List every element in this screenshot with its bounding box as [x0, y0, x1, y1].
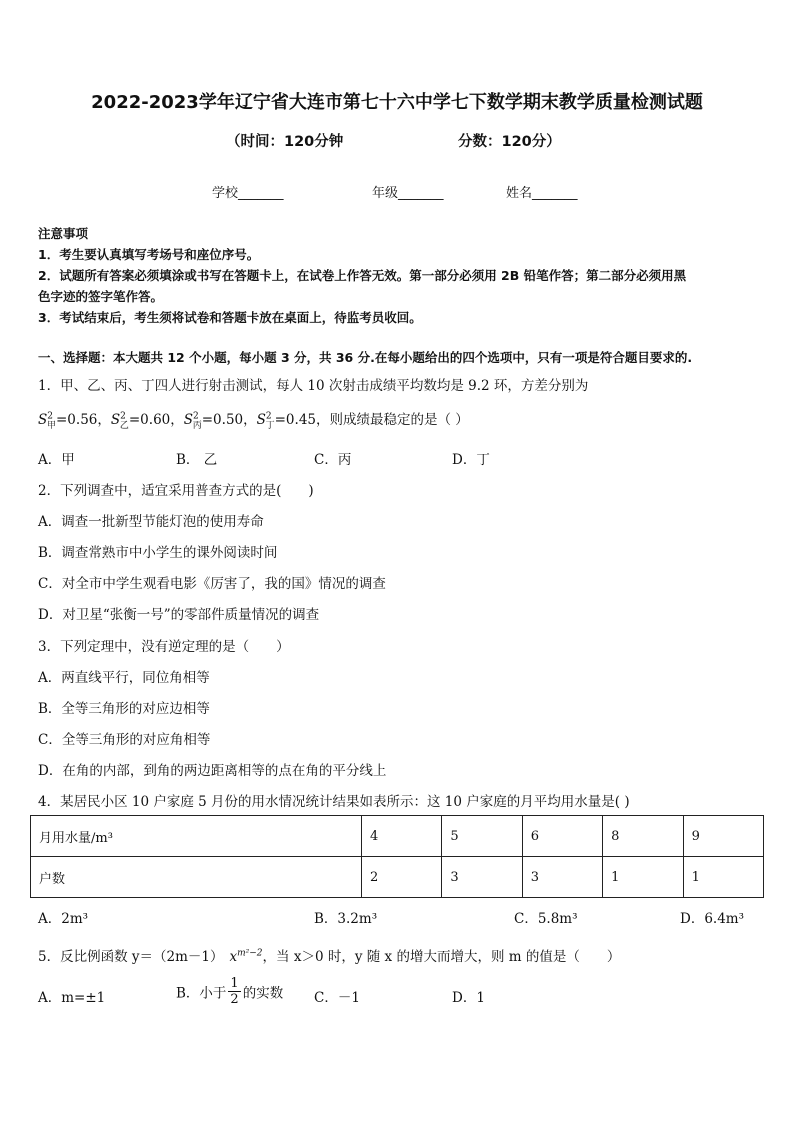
q3-option-a: A．两直线平行，同位角相等: [38, 670, 210, 686]
school-field: 学校_______: [212, 186, 284, 201]
notes-item: 1．考生要认真填写考场号和座位序号。: [38, 247, 260, 262]
table-cell: 3: [522, 857, 602, 898]
q1-option-c: C．丙: [314, 452, 352, 468]
table-row: [31, 857, 764, 898]
notes-item: 色字迹的签字笔作答。: [38, 289, 164, 304]
q1-option-d: D．丁: [452, 452, 490, 468]
q3-option-b: B．全等三角形的对应边相等: [38, 701, 210, 717]
table-cell: 8: [603, 816, 683, 857]
table-cell: 6: [522, 816, 602, 857]
q3-option-c: C．全等三角形的对应角相等: [38, 732, 211, 748]
notes-item: 2．试题所有答案必须填涂或书写在答题卡上，在试卷上作答无效。第一部分必须用 2B 铅笔作答；第二部分必须用黑: [38, 268, 687, 283]
section-heading: 一、选择题：本大题共 12 个小题，每小题 3 分，共 36 分.在每小题给出的四个选项中，只有一项是符合题目要求的.: [38, 350, 693, 365]
name-field: 姓名_______: [506, 186, 578, 201]
notes-heading: 注意事项: [38, 226, 89, 241]
q5-option-b: B．小于 $\frac{1}{2}$ 的实数: [176, 976, 284, 1007]
table-cell: 月用水量/m³: [31, 816, 362, 857]
grade-field: 年级_______: [372, 186, 444, 201]
table-cell: 户数: [31, 857, 362, 898]
q4-option-a: A．2m³: [38, 911, 89, 927]
q5-option-a: A．m=±1: [38, 990, 106, 1006]
exam-score: 分数：120分）: [458, 134, 561, 150]
table-cell: 4: [362, 816, 442, 857]
table-row: [31, 816, 764, 857]
notes-item: 3．考试结束后，考生须将试卷和答题卡放在桌面上，待监考员收回。: [38, 310, 422, 325]
q5-option-c: C．－1: [314, 990, 360, 1006]
fraction-one-half: $\frac{1}{2}$: [230, 976, 239, 1007]
q4-option-d: D．6.4m³: [680, 911, 745, 927]
exam-title: 2022-2023学年辽宁省大连市第七十六中学七下数学期末教学质量检测试题: [91, 92, 703, 113]
table-cell: 1: [603, 857, 683, 898]
q2-option-c: C．对全市中学生观看电影《厉害了，我的国》情况的调查: [38, 576, 386, 592]
q4-stem: 4．某居民小区 10 户家庭 5 月份的用水情况统计结果如表所示：这 10 户家庭的月平均用水量是( ): [38, 794, 630, 810]
q2-stem: 2．下列调查中，适宜采用普查方式的是( ): [38, 483, 314, 499]
table-cell: 9: [683, 816, 763, 857]
q3-stem: 3．下列定理中，没有逆定理的是（ ）: [38, 639, 290, 655]
exam-time: （时间：120分钟: [226, 134, 344, 150]
q2-option-b: B．调查常熟市中小学生的课外阅读时间: [38, 545, 278, 561]
q2-option-a: A．调查一批新型节能灯泡的使用寿命: [38, 514, 264, 530]
q3-option-d: D．在角的内部，到角的两边距离相等的点在角的平分线上: [38, 763, 387, 779]
table-cell: 3: [442, 857, 522, 898]
q2-option-d: D．对卫星“张衡一号”的零部件质量情况的调查: [38, 607, 320, 623]
q4-option-b: B．3.2m³: [314, 911, 378, 927]
q5-stem: 5．反比例函数 y＝（2m－1） $x^{m^2-2}$，当 x＞0 时，y 随 x 的增大而增大，则 m 的值是（ ）: [38, 948, 621, 965]
q1-option-b: B． 乙: [176, 452, 218, 468]
q4-option-c: C．5.8m³: [514, 911, 578, 927]
q5-option-d: D．1: [452, 990, 485, 1006]
q1-stem: 1．甲、乙、丙、丁四人进行射击测试，每人 10 次射击成绩平均数均是 9.2 环，方差分别为: [38, 378, 589, 394]
q1-variances: $S^2_甲=0.56$，$S^2_乙=0.60$，$S^2_丙=0.50$，$S^2_丁=0.45$，则成绩最稳定的是（ ）: [38, 411, 469, 431]
table-cell: 2: [362, 857, 442, 898]
table-cell: 1: [683, 857, 763, 898]
table-cell: 5: [442, 816, 522, 857]
water-usage-table: [30, 815, 764, 898]
q1-option-a: A．甲: [38, 452, 75, 468]
